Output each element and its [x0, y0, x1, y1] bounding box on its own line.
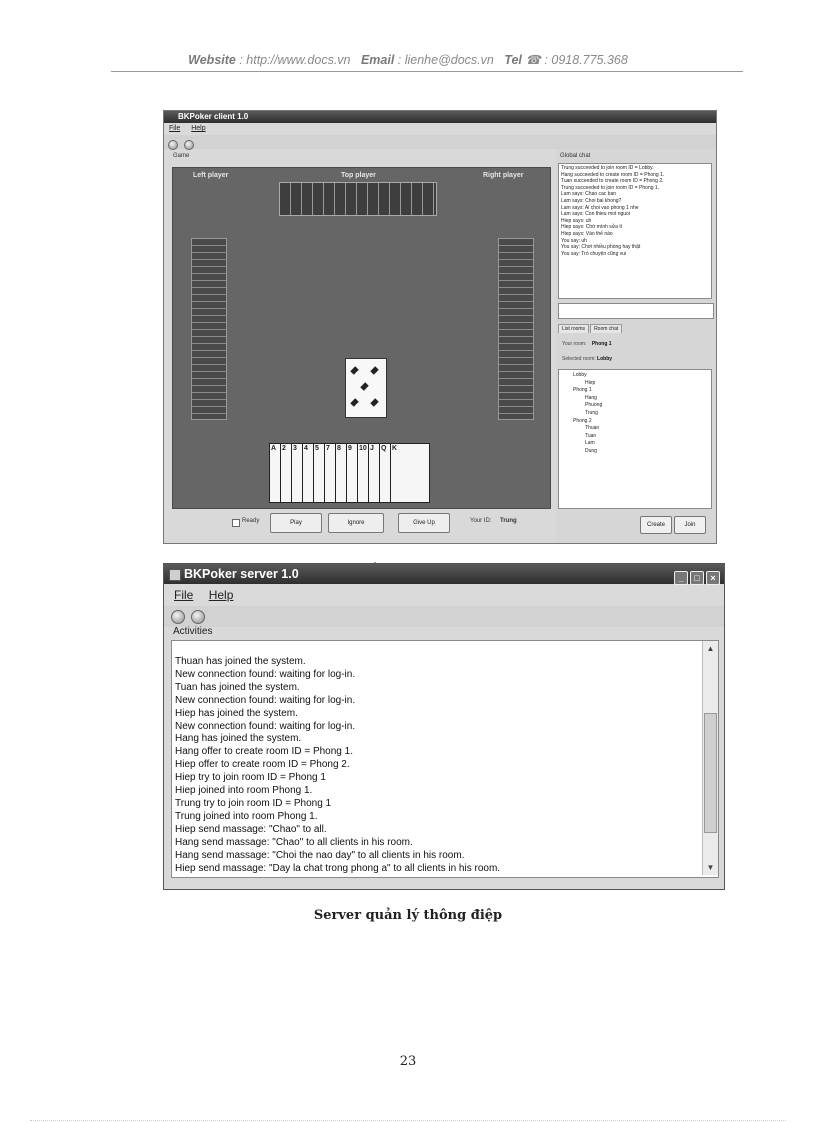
- top-player-label: Top player: [341, 172, 376, 179]
- log-line: Hiep offer to create room ID = Phong 2.: [175, 759, 350, 771]
- start-icon[interactable]: [171, 610, 185, 624]
- right-panel: [556, 149, 716, 543]
- action-bar: [164, 507, 554, 537]
- your-room-line: [562, 341, 612, 347]
- client-toolbar: [164, 135, 716, 149]
- log-line: New connection found: waiting for log-in.: [175, 694, 356, 706]
- chat-line: Hiep says: uh: [561, 217, 592, 224]
- server-menu-bar: [164, 585, 724, 605]
- scroll-thumb[interactable]: [704, 713, 717, 833]
- log-scrollbar[interactable]: [702, 641, 718, 875]
- selected-room-value: Lobby: [597, 356, 613, 362]
- log-line: Hiep try to join room ID = Phong 1: [175, 772, 326, 784]
- tel-value: ☎ : 0918.775.368: [525, 53, 628, 67]
- global-chat-log[interactable]: [558, 163, 712, 299]
- server-toolbar: [164, 606, 724, 627]
- right-player-label: Right player: [483, 172, 524, 179]
- info-icon[interactable]: [191, 610, 205, 624]
- app-icon: [169, 569, 181, 581]
- website-label: Website: [188, 53, 236, 67]
- hand-card[interactable]: K: [390, 443, 430, 503]
- activities-label: Activities: [173, 626, 213, 637]
- join-room-button[interactable]: Join: [674, 516, 706, 534]
- tel-label: Tel: [504, 53, 522, 67]
- tab-room-chat[interactable]: Room chat: [590, 324, 622, 333]
- header-divider: [111, 71, 743, 72]
- log-line: Hang send massage: "Choi the nao day" to all clients in his room.: [175, 849, 465, 861]
- selected-room-line: [562, 356, 612, 362]
- scroll-down-icon[interactable]: ▼: [706, 863, 715, 872]
- room-member[interactable]: Tuan: [585, 432, 597, 439]
- log-line: Trung joined into room Phong 1.: [175, 810, 318, 822]
- window-controls: [672, 567, 720, 587]
- hand-card[interactable]: J: [368, 443, 408, 503]
- room-node[interactable]: Lobby: [573, 372, 587, 378]
- log-line: New connection found: waiting for log-in.: [175, 720, 356, 732]
- log-line: Hiep joined into room Phong 1.: [175, 785, 313, 797]
- chat-input[interactable]: [558, 303, 714, 319]
- scroll-up-icon[interactable]: ▲: [706, 644, 715, 653]
- log-line: Hiep has joined the system.: [175, 707, 298, 719]
- log-line: Trung try to join room ID = Phong 1: [175, 797, 332, 809]
- info-icon[interactable]: [184, 140, 194, 150]
- email-value: : lienhe@docs.vn: [397, 53, 494, 67]
- room-member[interactable]: Trung: [585, 409, 598, 416]
- room-member[interactable]: Phuong: [585, 402, 603, 409]
- page-header: [0, 52, 816, 67]
- create-room-button[interactable]: Create: [640, 516, 672, 534]
- activity-log[interactable]: [171, 640, 719, 878]
- your-id-value: Trung: [500, 518, 517, 524]
- chat-line: Tuan succeeded to create room ID = Phong 2.: [561, 178, 664, 185]
- hand-card[interactable]: 5: [313, 443, 353, 503]
- selected-room-label: Selected room:: [562, 356, 596, 362]
- ignore-button[interactable]: Ignore: [328, 513, 384, 533]
- log-line: Hang offer to create room ID = Phong 1.: [175, 746, 353, 758]
- room-tabs: [558, 324, 623, 333]
- tab-list-rooms[interactable]: List rooms: [558, 324, 589, 333]
- chat-line: Lam says: Choi bai khong?: [561, 197, 622, 204]
- room-node[interactable]: Phong 2: [573, 417, 592, 424]
- chat-line: Trung succeeded to join room ID = Lobby.: [561, 165, 654, 171]
- chat-line: You say: Chơi nhiều phòng hay thật: [561, 244, 641, 251]
- caption-server: Server quản lý thông điệp: [313, 908, 503, 923]
- client-menu-help[interactable]: Help: [191, 125, 206, 132]
- chat-line: Lam says: Ai choi vao phong 1 nhe: [561, 204, 639, 211]
- chat-line: Hang succeeded to create room ID = Phong 1.: [561, 171, 665, 178]
- client-menu-file[interactable]: File: [169, 125, 181, 132]
- hand-card[interactable]: 10: [357, 443, 397, 503]
- room-member[interactable]: Lam: [585, 440, 595, 447]
- log-line: Tuan has joined the system.: [175, 681, 300, 693]
- log-line: New connection found: waiting for log-in.: [175, 668, 356, 680]
- hand-card[interactable]: 3: [291, 443, 331, 503]
- room-member[interactable]: Thuan: [585, 425, 600, 432]
- log-line: Thuan has joined the system.: [175, 656, 306, 667]
- server-window: [163, 563, 725, 890]
- log-line: Hiep send massage: "Chao" to all.: [175, 823, 327, 835]
- right-player-cards: [498, 238, 534, 420]
- chat-line: Hiep says: Vào thế nào: [561, 230, 613, 237]
- hand-card[interactable]: 2: [280, 443, 320, 503]
- global-chat-label: Global chat: [560, 153, 591, 159]
- room-member[interactable]: Hang: [585, 394, 597, 401]
- minimize-icon[interactable]: _: [674, 571, 688, 585]
- client-window: [163, 110, 717, 544]
- client-title-bar: [164, 111, 716, 123]
- hand-card[interactable]: 7: [324, 443, 364, 503]
- client-menu-bar: [164, 123, 716, 135]
- chat-line: Trung succeeded to join room ID = Phong 1.: [561, 184, 660, 191]
- email-label: Email: [360, 53, 395, 67]
- room-member[interactable]: Hiep: [585, 379, 596, 386]
- your-id-label: Your ID:: [470, 518, 492, 524]
- log-line: Hang send massage: "Chao" to all clients in his room.: [175, 836, 413, 848]
- give-up-button[interactable]: Give Up: [398, 513, 450, 533]
- hand-card[interactable]: 8: [335, 443, 375, 503]
- ready-label: Ready: [242, 518, 260, 524]
- chat-line: You say: Trò chuyện cũng vui: [561, 250, 627, 257]
- website-value: : http://www.docs.vn: [239, 53, 351, 67]
- client-title: BKPoker client 1.0: [178, 112, 249, 121]
- log-line: Hang has joined the system.: [175, 733, 302, 745]
- activity-log-lines: [175, 656, 695, 875]
- chat-line: You say: uh: [561, 237, 587, 244]
- hand-card[interactable]: A: [269, 443, 309, 503]
- top-player-cards: [279, 182, 437, 216]
- maximize-icon[interactable]: □: [690, 571, 704, 585]
- ready-checkbox[interactable]: [232, 519, 240, 527]
- played-card: [345, 358, 387, 418]
- game-table: [172, 167, 551, 509]
- room-tree[interactable]: [558, 369, 712, 509]
- log-line: Hiep send massage: "Day la chat trong phong a" to all clients in his room.: [175, 862, 501, 874]
- left-player-label: Left player: [193, 172, 229, 179]
- play-button[interactable]: Play: [270, 513, 322, 533]
- page-number: 23: [399, 1054, 417, 1069]
- server-menu-help[interactable]: Help: [208, 588, 234, 602]
- room-node[interactable]: Phong 1: [573, 387, 592, 394]
- room-member[interactable]: Dung: [585, 447, 597, 454]
- footer-divider: [30, 1120, 786, 1121]
- hand-card[interactable]: 9: [346, 443, 386, 503]
- hand-card[interactable]: Q: [379, 443, 419, 503]
- your-room-label: Your room:: [562, 341, 587, 347]
- your-room-value: Phong 1: [591, 341, 612, 347]
- connect-icon[interactable]: [168, 140, 178, 150]
- close-icon[interactable]: ×: [706, 571, 720, 585]
- chat-line: Lam says: Chao cac ban: [561, 191, 617, 198]
- server-menu-file[interactable]: File: [174, 588, 194, 602]
- chat-line: Hiep says: Chờ mình sửa tí: [561, 224, 623, 231]
- game-group-label: Game: [173, 153, 190, 159]
- hand-card[interactable]: 4: [302, 443, 342, 503]
- chat-line: Lam says: Con thieu mot nguoi: [561, 211, 630, 218]
- server-title: BKPoker server 1.0: [184, 567, 299, 581]
- server-title-bar: [164, 564, 724, 584]
- left-player-cards: [191, 238, 227, 420]
